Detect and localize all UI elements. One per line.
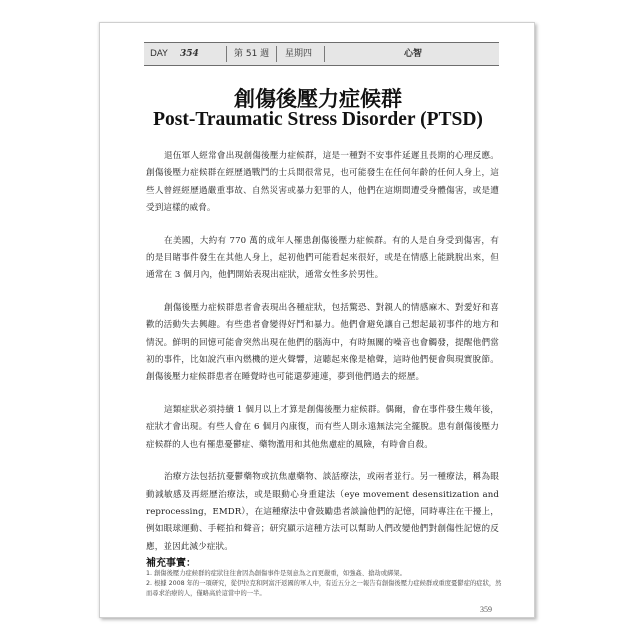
note-item: 2. 根據 2008 年的一項研究，從伊拉克和阿富汗返國的軍人中，有近五分之一報告有創傷後壓力症候群或重度憂鬱症的症狀，然而尋求治療的人，僅略高於這當中的一半。	[146, 580, 502, 597]
book-page	[99, 22, 535, 618]
article-body	[146, 148, 499, 571]
paragraph: 退伍軍人經常會出現創傷後壓力症候群，這是一種對不安事件延遲且長期的心理反應。創傷後壓力症候群在經歷過戰鬥的士兵間很常見，也可能發生在任何年齡的任何人身上，這些人曾經經歷過嚴重事故、自然災害或暴力犯罪的人，他們在這期間遭受身體傷害，或是遭受到這樣的威脅。	[146, 151, 499, 214]
paragraph: 在美國，大約有 770 萬的成年人罹患創傷後壓力症候群。有的人是自身受到傷害，有的是目睹事件發生在其他人身上，起初他們可能看起來很好，或是在情感上能跳脫出來，但通常在 3 個月內，他們開始表現出症狀，通常女性多於男性。	[146, 235, 499, 281]
supplement-notes	[146, 569, 502, 599]
paragraph: 這類症狀必須持續 1 個月以上才算是創傷後壓力症候群。偶爾，會在事件發生幾年後，症狀才會出現。有些人會在 6 個月內康復，而有些人則永遠無法完全擺脫。患有創傷後壓力症候群的人也有罹患憂鬱症、藥物濫用和其他焦慮症的風險，有時會自殺。	[146, 404, 499, 450]
header-divider	[324, 46, 325, 62]
paragraph: 創傷後壓力症候群患者會表現出各種症狀，包括驚恐、對親人的情感麻木、對愛好和喜歡的活動失去興趣。有些患者會變得好鬥和暴力。他們會避免讓自己想起最初事件的地方和情況。鮮明的回憶可能會突然出現在他們的腦海中，有時無關的噪音也會觸發，提醒他們當初的事件，比如說汽車內燃機的逆火聲響，這聽起來像是槍聲，這時他們便會與現實脫節。創傷後壓力症候群患者在睡覺時也可能還夢連連，夢到他們過去的經歷。	[146, 302, 499, 383]
topic-label: 心智	[404, 49, 423, 59]
title-english: Post-Traumatic Stress Disorder (PTSD)	[153, 109, 483, 130]
week-label: 第 51 週	[234, 49, 270, 59]
day-label: DAY	[150, 49, 168, 59]
title-chinese: 創傷後壓力症候群	[234, 87, 402, 111]
paragraph: 治療方法包括抗憂鬱藥物或抗焦慮藥物、談話療法，或兩者並行。另一種療法，稱為眼動減敏感及再經歷治療法，或是眼動心身重建法（eye movement desensitization and reprocessing，EMDR），在這種療法中會鼓勵患者談論他們的記憶，同時專注在干擾上，例如眼球運動、手輕拍和聲音；研究顯示這種方法可以幫助人們改變他們對創傷性記憶的反應，並因此減少症狀。	[146, 472, 499, 552]
page-number: 359	[480, 605, 492, 614]
note-item: 1. 創傷後壓力症候群的症狀往往會因為創傷事件是刻意為之而更嚴重，如強姦、搶劫或綁架。	[146, 570, 406, 577]
page-header	[144, 42, 499, 66]
header-divider	[226, 46, 227, 62]
weekday-label: 星期四	[285, 49, 313, 59]
header-divider	[276, 46, 277, 62]
day-number: 354	[180, 49, 199, 59]
supplement-title: 補充事實：	[146, 558, 196, 569]
